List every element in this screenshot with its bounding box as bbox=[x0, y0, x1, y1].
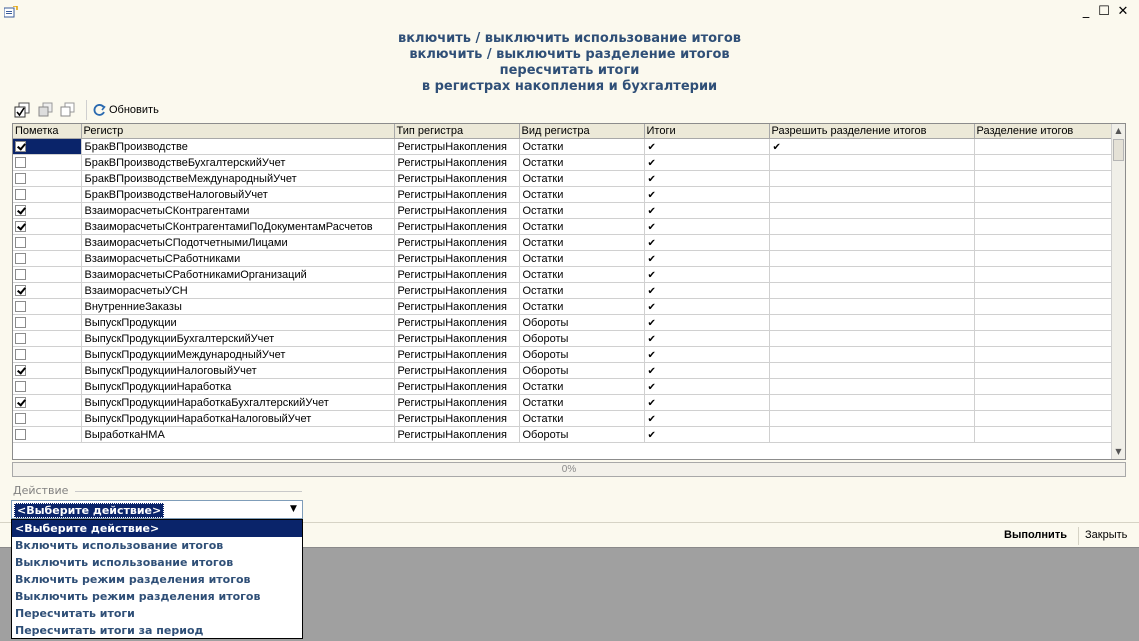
register-kind-cell[interactable]: Остатки bbox=[519, 251, 644, 267]
mark-checkbox[interactable] bbox=[15, 221, 26, 232]
register-kind-cell[interactable]: Обороты bbox=[519, 331, 644, 347]
register-name-cell[interactable]: ВзаиморасчетыСРаботникамиОрганизаций bbox=[81, 267, 394, 283]
action-select[interactable] bbox=[11, 500, 303, 519]
mark-cell[interactable] bbox=[13, 347, 81, 363]
split-cell[interactable] bbox=[974, 315, 1113, 331]
split-cell[interactable] bbox=[974, 363, 1113, 379]
register-type-cell[interactable]: РегистрыНакопления bbox=[394, 251, 519, 267]
register-kind-cell[interactable]: Остатки bbox=[519, 155, 644, 171]
register-name-cell[interactable]: ВыпускПродукцииБухгалтерскийУчет bbox=[81, 331, 394, 347]
split-cell[interactable] bbox=[974, 155, 1113, 171]
register-name-cell[interactable]: ВзаиморасчетыСКонтрагентамиПоДокументамРасчетов bbox=[81, 219, 394, 235]
table-row[interactable] bbox=[13, 251, 1113, 267]
totals-cell[interactable] bbox=[644, 315, 769, 331]
table-row[interactable] bbox=[13, 187, 1113, 203]
table-row[interactable] bbox=[13, 379, 1113, 395]
totals-cell[interactable] bbox=[644, 283, 769, 299]
mark-cell[interactable] bbox=[13, 363, 81, 379]
register-kind-cell[interactable]: Остатки bbox=[519, 187, 644, 203]
split-cell[interactable] bbox=[974, 347, 1113, 363]
split-cell[interactable] bbox=[974, 251, 1113, 267]
allow-split-cell[interactable] bbox=[769, 347, 974, 363]
register-kind-cell[interactable]: Остатки bbox=[519, 235, 644, 251]
check-icon: ✔ bbox=[647, 269, 656, 281]
totals-cell[interactable] bbox=[644, 235, 769, 251]
split-cell[interactable] bbox=[974, 171, 1113, 187]
register-name-cell[interactable]: ВыпускПродукцииНаработка bbox=[81, 379, 394, 395]
totals-cell[interactable] bbox=[644, 171, 769, 187]
totals-cell[interactable] bbox=[644, 331, 769, 347]
mark-cell[interactable] bbox=[13, 427, 81, 443]
check-icon: ✔ bbox=[647, 333, 656, 345]
totals-cell[interactable] bbox=[644, 139, 769, 155]
allow-split-cell[interactable] bbox=[769, 155, 974, 171]
check-icon: ✔ bbox=[647, 365, 656, 377]
split-cell[interactable] bbox=[974, 283, 1113, 299]
register-type-cell[interactable]: РегистрыНакопления bbox=[394, 267, 519, 283]
allow-split-cell[interactable] bbox=[769, 187, 974, 203]
check-icon: ✔ bbox=[772, 141, 781, 153]
action-group-label: Действие bbox=[13, 484, 69, 497]
register-type-cell[interactable]: РегистрыНакопления bbox=[394, 155, 519, 171]
check-icon: ✔ bbox=[647, 413, 656, 425]
column-header-mark[interactable]: Пометка bbox=[13, 124, 81, 139]
register-type-cell[interactable]: РегистрыНакопления bbox=[394, 411, 519, 427]
mark-checkbox[interactable] bbox=[15, 413, 26, 424]
register-type-cell[interactable]: РегистрыНакопления bbox=[394, 171, 519, 187]
allow-split-cell[interactable] bbox=[769, 315, 974, 331]
form-heading bbox=[0, 31, 1139, 95]
footer-button-divider bbox=[1078, 527, 1079, 545]
totals-cell[interactable] bbox=[644, 411, 769, 427]
mark-checkbox[interactable] bbox=[15, 381, 26, 392]
check-icon: ✔ bbox=[647, 317, 656, 329]
table-row[interactable] bbox=[13, 171, 1113, 187]
totals-cell[interactable] bbox=[644, 379, 769, 395]
allow-split-cell[interactable] bbox=[769, 251, 974, 267]
register-name-cell[interactable]: ВзаиморасчетыУСН bbox=[81, 283, 394, 299]
mark-checkbox[interactable] bbox=[15, 189, 26, 200]
app-icon bbox=[4, 6, 18, 18]
table-row[interactable] bbox=[13, 347, 1113, 363]
refresh-label: Обновить bbox=[109, 104, 159, 116]
action-option[interactable]: <Выберите действие> bbox=[12, 520, 302, 537]
heading-line: включить / выключить разделение итогов bbox=[409, 47, 730, 62]
mark-cell[interactable] bbox=[13, 251, 81, 267]
register-name-cell[interactable]: БракВПроизводствеМеждународныйУчет bbox=[81, 171, 394, 187]
register-type-cell[interactable]: РегистрыНакопления bbox=[394, 187, 519, 203]
totals-cell[interactable] bbox=[644, 299, 769, 315]
split-cell[interactable] bbox=[974, 427, 1113, 443]
split-cell[interactable] bbox=[974, 139, 1113, 155]
register-type-cell[interactable]: РегистрыНакопления bbox=[394, 347, 519, 363]
register-kind-cell[interactable]: Обороты bbox=[519, 315, 644, 331]
table-row[interactable] bbox=[13, 411, 1113, 427]
register-name-cell[interactable]: ВзаиморасчетыСКонтрагентами bbox=[81, 203, 394, 219]
allow-split-cell[interactable] bbox=[769, 171, 974, 187]
check-icon: ✔ bbox=[647, 301, 656, 313]
register-name-cell[interactable]: ВыработкаНМА bbox=[81, 427, 394, 443]
register-name-cell[interactable]: БракВПроизводствеНалоговыйУчет bbox=[81, 187, 394, 203]
register-type-cell[interactable]: РегистрыНакопления bbox=[394, 379, 519, 395]
mark-checkbox[interactable] bbox=[15, 333, 26, 344]
check-icon: ✔ bbox=[647, 285, 656, 297]
register-kind-cell[interactable]: Остатки bbox=[519, 379, 644, 395]
heading-line: в регистрах накопления и бухгалтерии bbox=[421, 79, 718, 94]
table-row[interactable] bbox=[13, 363, 1113, 379]
split-cell[interactable] bbox=[974, 203, 1113, 219]
action-group-divider bbox=[75, 491, 302, 492]
mark-checkbox[interactable] bbox=[15, 317, 26, 328]
split-cell[interactable] bbox=[974, 395, 1113, 411]
check-icon: ✔ bbox=[647, 221, 656, 233]
totals-cell[interactable] bbox=[644, 267, 769, 283]
table-row[interactable] bbox=[13, 267, 1113, 283]
vertical-scrollbar[interactable] bbox=[1111, 124, 1125, 459]
mark-checkbox[interactable] bbox=[15, 173, 26, 184]
action-option[interactable]: Включить использование итогов bbox=[15, 539, 224, 552]
check-icon: ✔ bbox=[647, 381, 656, 393]
action-option[interactable]: Включить режим разделения итогов bbox=[15, 573, 251, 586]
register-type-cell[interactable]: РегистрыНакопления bbox=[394, 427, 519, 443]
mark-cell[interactable] bbox=[13, 379, 81, 395]
mark-checkbox[interactable] bbox=[15, 141, 26, 152]
register-type-cell[interactable]: РегистрыНакопления bbox=[394, 235, 519, 251]
scroll-thumb[interactable] bbox=[1113, 139, 1124, 161]
copy-icon bbox=[38, 102, 54, 118]
progress-bar bbox=[12, 462, 1126, 477]
split-cell[interactable] bbox=[974, 379, 1113, 395]
register-name-cell[interactable]: ВнутренниеЗаказы bbox=[81, 299, 394, 315]
register-kind-cell[interactable]: Остатки bbox=[519, 139, 644, 155]
allow-split-cell[interactable] bbox=[769, 203, 974, 219]
check-icon: ✔ bbox=[647, 173, 656, 185]
register-kind-cell[interactable]: Обороты bbox=[519, 347, 644, 363]
totals-cell[interactable] bbox=[644, 251, 769, 267]
register-type-cell[interactable]: РегистрыНакопления bbox=[394, 219, 519, 235]
table-row[interactable] bbox=[13, 299, 1113, 315]
refresh-icon bbox=[93, 103, 106, 117]
allow-split-cell[interactable] bbox=[769, 395, 974, 411]
allow-split-cell[interactable] bbox=[769, 235, 974, 251]
mark-checkbox[interactable] bbox=[15, 397, 26, 408]
mark-checkbox[interactable] bbox=[15, 349, 26, 360]
register-name-cell[interactable]: БракВПроизводстве bbox=[81, 139, 394, 155]
action-dropdown-list bbox=[11, 519, 303, 639]
mark-cell[interactable] bbox=[13, 315, 81, 331]
action-select-value: <Выберите действие> bbox=[14, 503, 164, 518]
register-name-cell[interactable]: ВыпускПродукцииНалоговыйУчет bbox=[81, 363, 394, 379]
maximize-button[interactable]: ☐ bbox=[1098, 4, 1110, 19]
copy-button[interactable] bbox=[38, 100, 54, 120]
totals-cell[interactable] bbox=[644, 203, 769, 219]
mark-cell[interactable] bbox=[13, 171, 81, 187]
uncheck-all-button[interactable] bbox=[60, 100, 76, 120]
check-icon: ✔ bbox=[647, 237, 656, 249]
mark-cell[interactable] bbox=[13, 155, 81, 171]
check-icon: ✔ bbox=[647, 349, 656, 361]
totals-cell[interactable] bbox=[644, 155, 769, 171]
table-row[interactable] bbox=[13, 331, 1113, 347]
split-cell[interactable] bbox=[974, 267, 1113, 283]
register-kind-cell[interactable]: Остатки bbox=[519, 171, 644, 187]
register-type-cell[interactable]: РегистрыНакопления bbox=[394, 363, 519, 379]
register-type-cell[interactable]: РегистрыНакопления bbox=[394, 315, 519, 331]
refresh-button[interactable] bbox=[86, 100, 159, 120]
table-row[interactable] bbox=[13, 203, 1113, 219]
totals-cell[interactable] bbox=[644, 219, 769, 235]
register-name-cell[interactable]: ВыпускПродукции bbox=[81, 315, 394, 331]
register-name-cell[interactable]: ВзаиморасчетыСПодотчетнымиЛицами bbox=[81, 235, 394, 251]
check-all-icon bbox=[14, 102, 32, 118]
register-type-cell[interactable]: РегистрыНакопления bbox=[394, 395, 519, 411]
mark-cell[interactable] bbox=[13, 331, 81, 347]
register-kind-cell[interactable]: Остатки bbox=[519, 203, 644, 219]
register-name-cell[interactable]: ВыпускПродукцииНаработкаБухгалтерскийУчет bbox=[81, 395, 394, 411]
mark-checkbox[interactable] bbox=[15, 253, 26, 264]
column-header-totals[interactable]: Итоги bbox=[644, 124, 769, 139]
table-row[interactable] bbox=[13, 139, 1113, 155]
table-row[interactable] bbox=[13, 315, 1113, 331]
totals-cell[interactable] bbox=[644, 427, 769, 443]
register-name-cell[interactable]: БракВПроизводствеБухгалтерскийУчет bbox=[81, 155, 394, 171]
register-kind-cell[interactable]: Остатки bbox=[519, 299, 644, 315]
mark-checkbox[interactable] bbox=[15, 237, 26, 248]
split-cell[interactable] bbox=[974, 219, 1113, 235]
heading-line: включить / выключить использование итогов bbox=[398, 31, 741, 46]
check-icon: ✔ bbox=[647, 157, 656, 169]
register-kind-cell[interactable]: Остатки bbox=[519, 283, 644, 299]
totals-cell[interactable] bbox=[644, 187, 769, 203]
check-icon: ✔ bbox=[647, 205, 656, 217]
column-header-allow-split[interactable]: Разрешить разделение итогов bbox=[769, 124, 974, 139]
register-type-cell[interactable]: РегистрыНакопления bbox=[394, 203, 519, 219]
totals-cell[interactable] bbox=[644, 363, 769, 379]
mark-cell[interactable] bbox=[13, 283, 81, 299]
column-header-register-kind[interactable]: Вид регистра bbox=[519, 124, 644, 139]
title-bar bbox=[0, 0, 1139, 24]
mark-checkbox[interactable] bbox=[15, 285, 26, 296]
check-all-button[interactable] bbox=[14, 100, 32, 120]
column-header-split[interactable]: Разделение итогов bbox=[974, 124, 1113, 139]
allow-split-cell[interactable] bbox=[769, 427, 974, 443]
register-name-cell[interactable]: ВыпускПродукцииНаработкаНалоговыйУчет bbox=[81, 411, 394, 427]
action-option[interactable]: Выключить режим разделения итогов bbox=[15, 590, 261, 603]
mark-checkbox[interactable] bbox=[15, 301, 26, 312]
check-icon: ✔ bbox=[647, 141, 656, 153]
allow-split-cell[interactable] bbox=[769, 219, 974, 235]
check-icon: ✔ bbox=[647, 253, 656, 265]
allow-split-cell[interactable] bbox=[769, 379, 974, 395]
split-cell[interactable] bbox=[974, 411, 1113, 427]
mark-cell[interactable] bbox=[13, 187, 81, 203]
table-row[interactable] bbox=[13, 155, 1113, 171]
mark-checkbox[interactable] bbox=[15, 365, 26, 376]
register-kind-cell[interactable]: Остатки bbox=[519, 411, 644, 427]
split-cell[interactable] bbox=[974, 187, 1113, 203]
action-option[interactable]: Пересчитать итоги за период bbox=[15, 624, 204, 637]
mark-cell[interactable] bbox=[13, 411, 81, 427]
column-header-register[interactable]: Регистр bbox=[81, 124, 394, 139]
table-row[interactable] bbox=[13, 427, 1113, 443]
register-name-cell[interactable]: ВыпускПродукцииМеждународныйУчет bbox=[81, 347, 394, 363]
close-button[interactable]: Закрыть bbox=[1085, 529, 1128, 541]
mark-cell[interactable] bbox=[13, 235, 81, 251]
split-cell[interactable] bbox=[974, 235, 1113, 251]
scroll-down-icon[interactable]: ▼ bbox=[1115, 447, 1122, 456]
allow-split-cell[interactable] bbox=[769, 411, 974, 427]
uncheck-all-icon bbox=[60, 102, 76, 118]
register-name-cell[interactable]: ВзаиморасчетыСРаботниками bbox=[81, 251, 394, 267]
allow-split-cell[interactable] bbox=[769, 363, 974, 379]
register-type-cell[interactable]: РегистрыНакопления bbox=[394, 299, 519, 315]
mark-cell[interactable] bbox=[13, 299, 81, 315]
table-row[interactable] bbox=[13, 219, 1113, 235]
allow-split-cell[interactable] bbox=[769, 283, 974, 299]
totals-cell[interactable] bbox=[644, 347, 769, 363]
heading-line: пересчитать итоги bbox=[499, 63, 640, 78]
column-header-register-type[interactable]: Тип регистра bbox=[394, 124, 519, 139]
split-cell[interactable] bbox=[974, 331, 1113, 347]
execute-button[interactable]: Выполнить bbox=[1004, 529, 1067, 541]
chevron-down-icon[interactable]: ▼ bbox=[290, 504, 297, 514]
allow-split-cell[interactable] bbox=[769, 139, 974, 155]
close-window-button[interactable]: ✕ bbox=[1117, 4, 1129, 19]
register-type-cell[interactable]: РегистрыНакопления bbox=[394, 283, 519, 299]
mark-checkbox[interactable] bbox=[15, 429, 26, 440]
table-row[interactable] bbox=[13, 395, 1113, 411]
allow-split-cell[interactable] bbox=[769, 331, 974, 347]
split-cell[interactable] bbox=[974, 299, 1113, 315]
register-kind-cell[interactable]: Обороты bbox=[519, 363, 644, 379]
mark-cell[interactable] bbox=[13, 203, 81, 219]
mark-cell[interactable] bbox=[13, 267, 81, 283]
mark-checkbox[interactable] bbox=[15, 269, 26, 280]
allow-split-cell[interactable] bbox=[769, 299, 974, 315]
table-header bbox=[13, 124, 1113, 139]
register-kind-cell[interactable]: Остатки bbox=[519, 267, 644, 283]
action-option[interactable]: Выключить использование итогов bbox=[15, 556, 234, 569]
register-kind-cell[interactable]: Остатки bbox=[519, 219, 644, 235]
table-row[interactable] bbox=[13, 283, 1113, 299]
registers-table bbox=[12, 123, 1126, 460]
totals-cell[interactable] bbox=[644, 395, 769, 411]
scroll-up-icon[interactable]: ▲ bbox=[1115, 126, 1122, 135]
check-icon: ✔ bbox=[647, 429, 656, 441]
mark-checkbox[interactable] bbox=[15, 205, 26, 216]
register-kind-cell[interactable]: Остатки bbox=[519, 395, 644, 411]
mark-cell[interactable] bbox=[13, 219, 81, 235]
register-type-cell[interactable]: РегистрыНакопления bbox=[394, 331, 519, 347]
table-row[interactable] bbox=[13, 235, 1113, 251]
register-kind-cell[interactable]: Обороты bbox=[519, 427, 644, 443]
register-type-cell[interactable]: РегистрыНакопления bbox=[394, 139, 519, 155]
progress-label: 0% bbox=[561, 464, 577, 475]
check-icon: ✔ bbox=[647, 397, 656, 409]
check-icon: ✔ bbox=[647, 189, 656, 201]
mark-cell[interactable] bbox=[13, 139, 81, 155]
mark-cell[interactable] bbox=[13, 395, 81, 411]
minimize-button[interactable]: _ bbox=[1082, 4, 1090, 19]
mark-checkbox[interactable] bbox=[15, 157, 26, 168]
allow-split-cell[interactable] bbox=[769, 267, 974, 283]
action-option[interactable]: Пересчитать итоги bbox=[15, 607, 135, 620]
